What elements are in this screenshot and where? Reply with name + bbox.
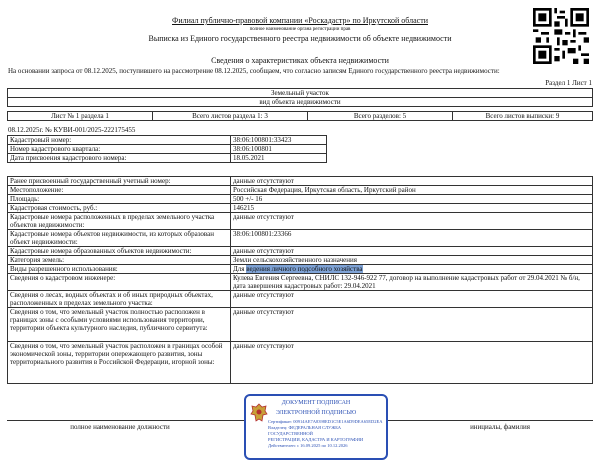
extract-ref: 08.12.2025г. № КУВИ-001/2025-222175455 xyxy=(8,126,136,134)
stamp-owner: Владелец: ФЕДЕРАЛЬНАЯ СЛУЖБА ГОСУДАРСТВЕННОЙ xyxy=(268,425,342,436)
sheet-ref: Раздел 1 Лист 1 xyxy=(545,79,592,87)
stamp-title-2: ЭЛЕКТРОННОЙ ПОДПИСЬЮ xyxy=(275,410,357,416)
permitted-use-highlight: ведения личного подсобного хозяйства xyxy=(246,265,363,273)
row-value: данные отсутствуют xyxy=(231,308,593,342)
extract-title: Выписка из Единого государственного реестра недвижимости об объекте недвижимости xyxy=(148,34,452,43)
id-label: Дата присвоения кадастрового номера: xyxy=(8,154,231,163)
table-row xyxy=(8,145,327,154)
table-row xyxy=(8,186,593,195)
row-value: данные отсутствуют xyxy=(231,177,593,186)
basis-text: На основании запроса от 08.12.2025, поступившего на рассмотрение 08.12.2025, сообщаем, что согласно записям Единого государственного реестра недвижимости: xyxy=(8,67,500,75)
row-label: Кадастровая стоимость, руб.: xyxy=(8,204,231,213)
total-sections: Всего разделов: 5 xyxy=(308,112,453,121)
table-row xyxy=(8,136,327,145)
ids-table xyxy=(7,135,327,163)
sheet-number: Лист № 1 раздела 1 xyxy=(8,112,153,121)
row-label: Сведения о кадастровом инженере: xyxy=(8,274,231,291)
row-label: Сведения о том, что земельный участок расположен в границах особой экономической зоны, территории опережающего развития, зоны территориального развития в Российской Федерации, игорной зоны: xyxy=(8,342,231,384)
authority-note: полное наименование органа регистрации прав xyxy=(249,27,351,32)
section-title: Сведения о характеристиках объекта недвижимости xyxy=(211,56,389,65)
total-sheets-section: Всего листов раздела 1: 3 xyxy=(153,112,308,121)
name-caption: инициалы, фамилия xyxy=(470,423,530,431)
table-row xyxy=(8,154,327,163)
row-value: Российская Федерация, Иркутская область, Иркутский район xyxy=(231,186,593,195)
row-label: Кадастровые номера объектов недвижимости, из которых образован объект недвижимости: xyxy=(8,230,231,247)
row-value: Кулева Евгения Сергеевна, СНИЛС 132-946-922 77, договор на выполнение кадастровых работ от 29.04.2021 № б/н, дата завершения кадастровых работ: 29.04.2021 xyxy=(231,274,593,291)
total-sheets-extract: Всего листов выписки: 9 xyxy=(453,112,593,121)
row-value xyxy=(231,265,593,274)
table-row xyxy=(8,274,593,291)
row-label: Виды разрешенного использования: xyxy=(8,265,231,274)
branch-name: Филиал публично-правовой компании «Роскадастр» по Иркутской области xyxy=(172,16,428,25)
object-type: Земельный участок xyxy=(8,89,593,98)
table-row xyxy=(8,195,593,204)
table-row xyxy=(8,291,593,308)
permitted-use-prefix: Для xyxy=(233,265,247,273)
row-value: 500 +/- 16 xyxy=(231,195,593,204)
row-value: данные отсутствуют xyxy=(231,213,593,230)
position-caption: полное наименование должности xyxy=(70,423,170,431)
id-value: 38:06:100801 xyxy=(231,145,327,154)
row-label: Категория земель: xyxy=(8,256,231,265)
characteristics-table xyxy=(7,176,593,384)
e-signature-stamp xyxy=(244,394,388,460)
table-row xyxy=(8,213,593,230)
qr-code-icon xyxy=(533,8,589,64)
table-row xyxy=(8,308,593,342)
stamp-owner-2: РЕГИСТРАЦИИ, КАДАСТРА И КАРТОГРАФИИ xyxy=(268,437,364,442)
row-value: 38:06:100801:23366 xyxy=(231,230,593,247)
table-row xyxy=(8,230,593,247)
object-type-caption: вид объекта недвижимости xyxy=(8,98,593,107)
row-label: Сведения о том, что земельный участок полностью расположен в границах зоны с особыми условиями использования территории, территории объекта культурного наследия, публичного сервитута: xyxy=(8,308,231,342)
table-row xyxy=(8,247,593,256)
id-label: Кадастровый номер: xyxy=(8,136,231,145)
table-row xyxy=(8,204,593,213)
table-row xyxy=(8,342,593,384)
object-header-table xyxy=(7,88,593,121)
row-value: данные отсутствуют xyxy=(231,247,593,256)
row-label: Ранее присвоенный государственный учетный номер: xyxy=(8,177,231,186)
row-label: Площадь: xyxy=(8,195,231,204)
table-row xyxy=(8,265,593,274)
stamp-cert: Сертификат: 00914AE7A8398ED1C5E1A6D9DEA65ED2EA xyxy=(268,419,383,424)
row-value: Земли сельскохозяйственного назначения xyxy=(231,256,593,265)
stamp-valid: Действителен: с 16.09.2025 по 10.12.2026 xyxy=(268,443,348,448)
row-value: данные отсутствуют xyxy=(231,342,593,384)
row-label: Кадастровые номера образованных объектов недвижимости: xyxy=(8,247,231,256)
stamp-title-1: ДОКУМЕНТ ПОДПИСАН xyxy=(281,400,351,406)
id-label: Номер кадастрового квартала: xyxy=(8,145,231,154)
id-value: 38:06:100801:33423 xyxy=(231,136,327,145)
row-label: Кадастровые номера расположенных в пределах земельного участка объектов недвижимости: xyxy=(8,213,231,230)
row-label: Местоположение: xyxy=(8,186,231,195)
table-row xyxy=(8,177,593,186)
emblem-icon xyxy=(250,402,268,424)
id-value: 18.05.2021 xyxy=(231,154,327,163)
row-label: Сведения о лесах, водных объектах и об иных природных объектах, расположенных в пределах земельного участка: xyxy=(8,291,231,308)
table-row xyxy=(8,256,593,265)
row-value: данные отсутствуют xyxy=(231,291,593,308)
row-value: 146215 xyxy=(231,204,593,213)
